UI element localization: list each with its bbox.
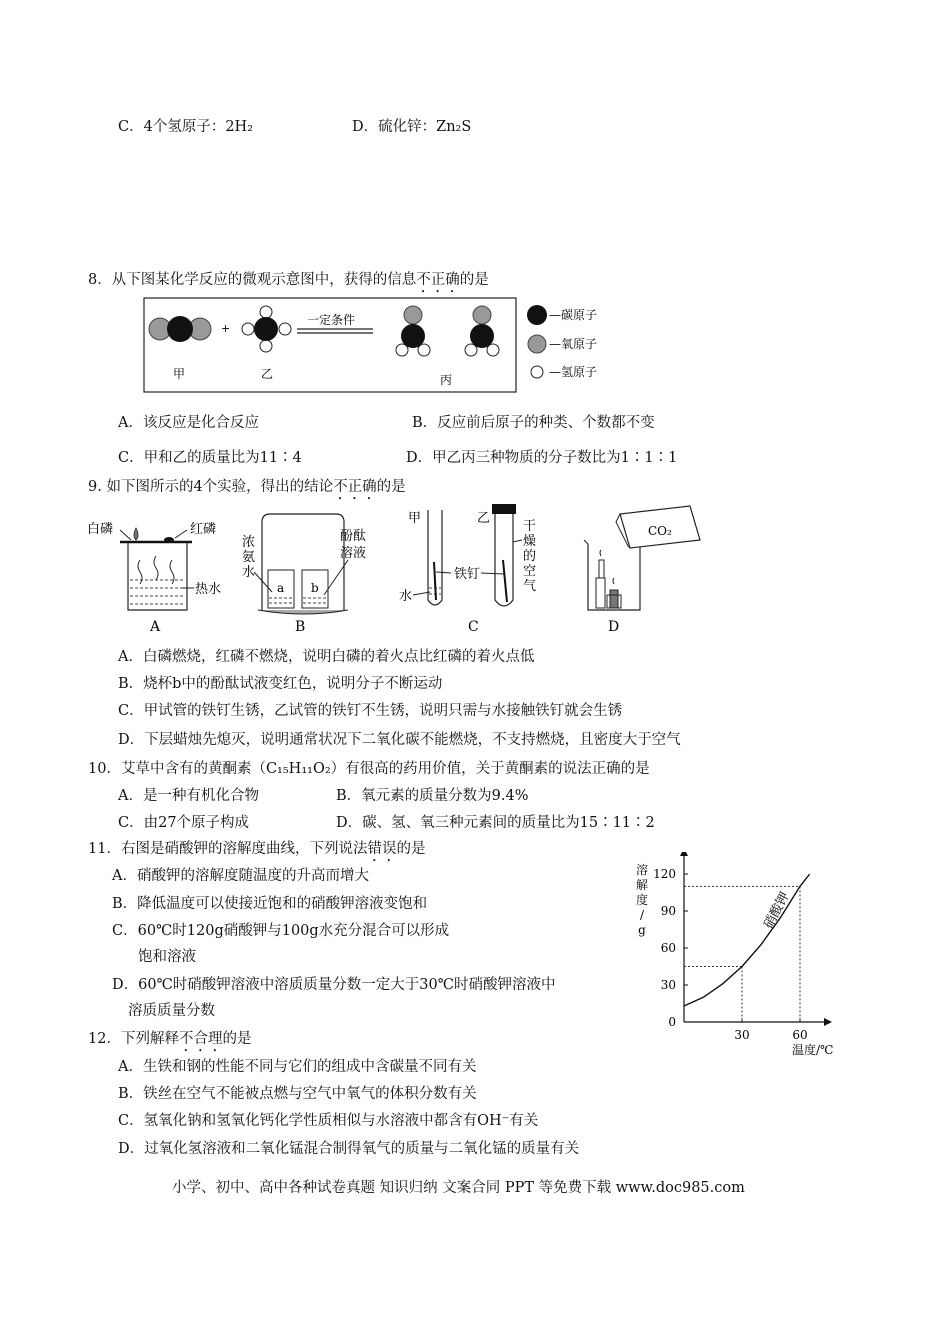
q10-option-d: D．碳、氢、氧三种元素间的质量比为15∶11∶2	[336, 815, 655, 831]
label-b: B	[295, 619, 306, 635]
q8-stem	[88, 271, 489, 296]
x-axis-label: 温度/℃	[792, 1043, 834, 1057]
curve-label: 硝酸钾	[761, 889, 793, 932]
label-phenol-1: 酚酞	[340, 529, 367, 544]
jia-c	[167, 316, 193, 342]
q11-option-a: A．硝酸钾的溶解度随温度的升高而增大	[112, 868, 369, 884]
y-tick-label: 30	[660, 978, 676, 992]
label-water: 水	[399, 589, 413, 604]
q12-stem	[88, 1030, 251, 1055]
reaction-condition: 一定条件	[307, 313, 356, 327]
q11-stem-tail: 的是	[396, 841, 426, 857]
yi-h-right	[279, 323, 291, 335]
label-a: A	[150, 619, 161, 635]
label-co2: CO₂	[648, 524, 672, 538]
bing2-o	[473, 306, 491, 324]
q9-stem-tail: 的是	[376, 479, 406, 495]
yi-h-bottom	[260, 340, 272, 352]
q8-stem-tail: 的是	[459, 272, 489, 288]
y-axis-label-char: 度	[635, 893, 649, 907]
q8-stem-emphasis: 不正确	[416, 272, 460, 288]
label-ammonia-1: 浓	[242, 535, 256, 550]
y-tick-label: 120	[653, 867, 676, 881]
x-tick-label: 30	[734, 1028, 750, 1042]
y-axis-label-char: 溶	[635, 863, 649, 877]
q11-option-d-line2: 溶质质量分数	[128, 1003, 215, 1019]
experiment-b	[242, 514, 366, 635]
q12-option-b: B．铁丝在空气不能被点燃与空气中氧气的体积分数有关	[118, 1086, 477, 1102]
q8-reaction-diagram	[140, 294, 620, 396]
kno3-curve	[684, 874, 810, 1006]
label-red-phosphorus: 红磷	[190, 522, 217, 537]
label-dry-air-2: 燥	[523, 534, 537, 549]
experiment-d	[584, 506, 700, 635]
yi-h-top	[260, 306, 272, 318]
y-axis-arrow	[680, 852, 688, 856]
q12-option-a: A．生铁和钢的性能不同与它们的组成中含碳量不同有关	[118, 1059, 477, 1075]
q12-stem-emphasis: 不合理	[178, 1031, 223, 1047]
label-bing: 丙	[440, 373, 453, 387]
x-tick-label: 60	[792, 1028, 808, 1042]
q8-option-a: A．该反应是化合反应	[118, 415, 259, 431]
q12-option-d: D．过氧化氢溶液和二氧化锰混合制得氧气的质量与二氧化锰的质量有关	[118, 1141, 580, 1157]
q11-stem-text: 11．右图是硝酸钾的溶解度曲线，下列说法	[88, 841, 368, 857]
q12-option-c: C．氢氧化钠和氢氧化钙化学性质相似与水溶液中都含有OH⁻有关	[118, 1113, 539, 1129]
label-tube-jia: 甲	[408, 511, 422, 526]
q9-stem-text: 9. 如下图所示的4个实验，得出的结论	[88, 479, 334, 495]
yi-h-left	[242, 323, 254, 335]
q10-stem: 10．艾草中含有的黄酮素（C₁₅H₁₁O₂）有很高的药用价值，关于黄酮素的说法正确的是	[88, 761, 650, 777]
label-ammonia-3: 水	[242, 565, 256, 580]
label-iron-nail: 铁钉	[454, 567, 481, 582]
y-tick-label: 90	[660, 904, 676, 918]
q7-option-c: C．4个氢原子：2H₂	[118, 119, 254, 135]
label-ammonia-2: 氨	[242, 550, 256, 565]
q11-option-b: B．降低温度可以使接近饱和的硝酸钾溶液变饱和	[112, 896, 428, 912]
legend-oxygen-icon	[528, 335, 546, 353]
experiment-a	[87, 521, 221, 635]
q10-option-a: A．是一种有机化合物	[118, 788, 259, 804]
label-d: D	[608, 619, 620, 635]
q11-stem-emphasis: 错误	[367, 841, 397, 857]
label-beaker-b: b	[311, 581, 319, 595]
legend-oxygen: —氧原子	[549, 337, 598, 351]
y-axis-label-char: /	[639, 908, 645, 922]
bing1-c	[401, 324, 425, 348]
q8-option-c: C．甲和乙的质量比为11∶4	[118, 450, 302, 466]
label-beaker-a: a	[277, 581, 285, 595]
label-dry-air-4: 空	[523, 564, 537, 579]
legend-hydrogen: —氢原子	[549, 365, 598, 379]
plus-sign: +	[221, 322, 231, 335]
q8-stem-text: 8．从下图某化学反应的微观示意图中，获得的信息	[88, 272, 417, 288]
q9-stem-emphasis: 不正确	[333, 479, 377, 495]
bing1-o	[404, 306, 422, 324]
legend-hydrogen-icon	[531, 366, 543, 378]
q12-stem-tail: 的是	[222, 1031, 252, 1047]
q8-option-b: B．反应前后原子的种类、个数都不变	[412, 415, 655, 431]
q10-option-c: C．由27个原子构成	[118, 815, 250, 831]
yi-c	[254, 317, 278, 341]
y-axis-label-char: g	[638, 923, 646, 937]
q12-stem-text: 12．下列解释	[88, 1031, 179, 1047]
q9-option-a: A．白磷燃烧，红磷不燃烧，说明白磷的着火点比红磷的着火点低	[118, 649, 535, 665]
label-c: C	[468, 619, 479, 635]
experiment-c	[399, 504, 536, 635]
q10-option-b: B．氧元素的质量分数为9.4%	[336, 788, 529, 804]
legend-carbon: —碳原子	[549, 308, 598, 322]
label-dry-air-5: 气	[523, 579, 537, 594]
q11-option-c-line1: C．60℃时120g硝酸钾与100g水充分混合可以形成	[112, 923, 450, 939]
y-axis-label-char: 解	[635, 878, 649, 892]
label-yi: 乙	[261, 367, 274, 381]
label-tube-yi: 乙	[477, 511, 491, 526]
q9-experiments-figure	[80, 500, 720, 638]
y-tick-label: 60	[660, 941, 676, 955]
q9-option-d: D．下层蜡烛先熄灭，说明通常状况下二氧化碳不能燃烧，不支持燃烧，且密度大于空气	[118, 732, 681, 748]
solubility-chart	[628, 852, 848, 1062]
label-phenol-2: 溶液	[340, 546, 367, 561]
q9-option-b: B．烧杯b中的酚酞试液变红色，说明分子不断运动	[118, 676, 443, 692]
label-jia: 甲	[173, 367, 186, 381]
x-tick-label: 0	[668, 1015, 676, 1029]
bing2-c	[470, 324, 494, 348]
q8-option-d: D．甲乙丙三种物质的分子数比为1∶1∶1	[406, 450, 678, 466]
q7-option-d: D．硫化锌：Zn₂S	[352, 119, 472, 135]
q11-option-c-line2: 饱和溶液	[138, 949, 196, 965]
label-dry-air-3: 的	[523, 549, 537, 564]
label-white-phosphorus: 白磷	[87, 522, 114, 537]
q11-stem	[88, 840, 425, 865]
q9-option-c: C．甲试管的铁钉生锈，乙试管的铁钉不生锈，说明只需与水接触铁钉就会生锈	[118, 703, 623, 719]
x-axis-arrow	[824, 1018, 832, 1026]
label-hot-water: 热水	[195, 582, 222, 597]
label-dry-air-1: 干	[523, 519, 537, 534]
page-footer: 小学、初中、高中各种试卷真题 知识归纳 文案合同 PPT 等免费下载 www.doc985.com	[172, 1180, 745, 1196]
legend-carbon-icon	[527, 305, 547, 325]
q11-option-d-line1: D．60℃时硝酸钾溶液中溶质质量分数一定大于30℃时硝酸钾溶液中	[112, 977, 556, 993]
